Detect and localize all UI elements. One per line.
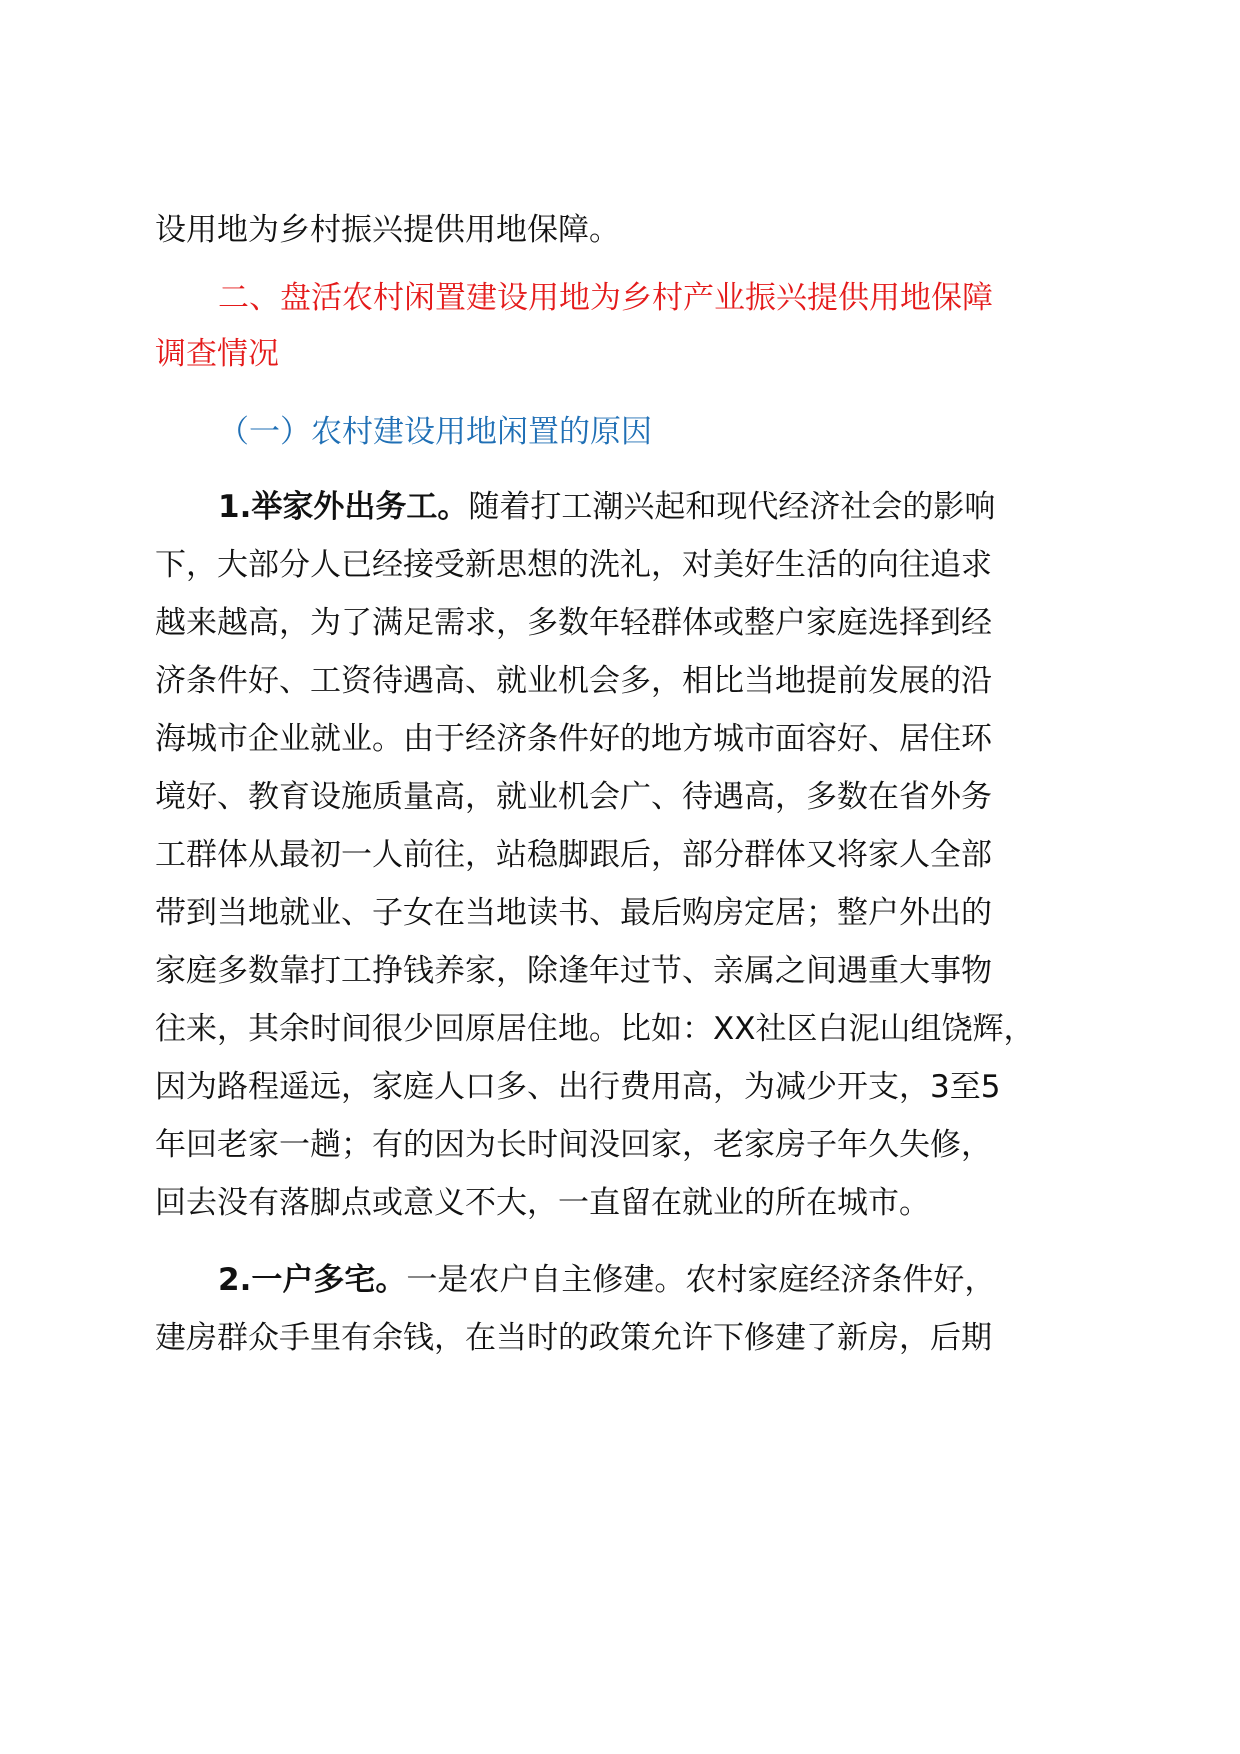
paragraph-line: 往来，其余时间很少回原居住地。比如：XX社区白泥山组饶辉，	[155, 1011, 1035, 1047]
point-2-text: 一是农户自主修建。农村家庭经济条件好，	[406, 1262, 996, 1298]
paragraph-line: 年回老家一趟；有的因为长时间没回家，老家房子年久失修，	[155, 1127, 992, 1163]
paragraph-line: 境好、教育设施质量高，就业机会广、待遇高，多数在省外务	[155, 779, 992, 815]
paragraph-line: 下，大部分人已经接受新思想的洗礼，对美好生活的向往追求	[155, 547, 992, 583]
paragraph-line: 带到当地就业、子女在当地读书、最后购房定居；整户外出的	[155, 895, 992, 931]
paragraph-line: 济条件好、工资待遇高、就业机会多，相比当地提前发展的沿	[155, 663, 992, 699]
point-1-first-line	[218, 487, 1095, 527]
point-1-text: 随着打工潮兴起和现代经济社会的影响	[468, 489, 996, 525]
point-2-first-line	[218, 1260, 1095, 1300]
paragraph-line: 越来越高，为了满足需求，多数年轻群体或整户家庭选择到经	[155, 605, 992, 641]
paragraph-line: 回去没有落脚点或意义不大，一直留在就业的所在城市。	[155, 1185, 930, 1221]
continuation-text: 设用地为乡村振兴提供用地保障。	[155, 212, 620, 248]
point-2-title: 2.一户多宅。	[218, 1262, 407, 1298]
paragraph-line: 海城市企业就业。由于经济条件好的地方城市面容好、居住环	[155, 721, 992, 757]
paragraph-line: 建房群众手里有余钱，在当时的政策允许下修建了新房，后期	[155, 1320, 992, 1356]
section-heading-line-1: 二、盘活农村闲置建设用地为乡村产业振兴提供用地保障	[218, 280, 993, 316]
paragraph-line: 家庭多数靠打工挣钱养家，除逢年过节、亲属之间遇重大事物	[155, 953, 992, 989]
paragraph-line: 工群体从最初一人前往，站稳脚跟后，部分群体又将家人全部	[155, 837, 992, 873]
point-1-title: 1.举家外出务工。	[218, 489, 469, 525]
paragraph-line: 因为路程遥远，家庭人口多、出行费用高，为减少开支，3至5	[155, 1069, 1001, 1105]
section-heading-line-2: 调查情况	[155, 336, 279, 372]
subsection-heading: （一）农村建设用地闲置的原因	[218, 414, 652, 450]
